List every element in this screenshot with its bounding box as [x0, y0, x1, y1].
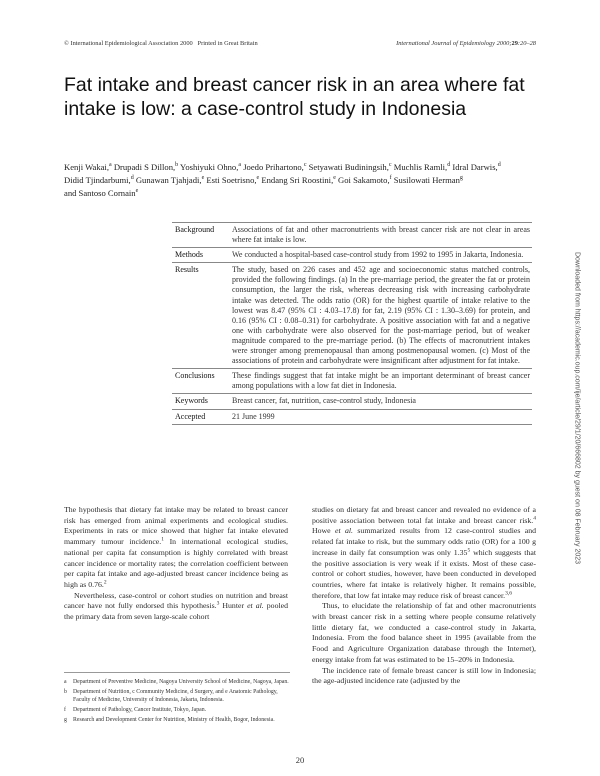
author: Kenji Wakai, [64, 161, 109, 172]
author: Esti Soetrisno, [206, 174, 257, 185]
affiliation-mark: c [303, 162, 307, 168]
affiliation-mark: e [256, 174, 260, 181]
running-header-right: International Journal of Epidemiology 2000;29:20–28 [396, 40, 536, 47]
page-number: 20 [295, 755, 305, 765]
body-paragraph: The incidence rate of female breast cancer is still low in Indonesia; the age-adjusted incidence rate (adjusted by the [312, 665, 536, 686]
affiliation-footnotes [64, 678, 290, 726]
abstract-label: Methods [175, 250, 203, 260]
article-title: Fat intake and breast cancer risk in an area where fat intake is low: a case-control study in Indonesia [64, 74, 525, 120]
body-column-right [312, 505, 536, 687]
author-list [64, 160, 534, 199]
footnote-text: Department of Pathology, Cancer Institute, Tokyo, Japan. [73, 707, 207, 713]
abstract-row [172, 368, 532, 393]
author: Susilowati Herman [393, 174, 460, 185]
footnote-text: Department of Nutrition, c Community Medicine, d Surgery, and e Anatomic Pathology, Faculty of Medicine, University of Indonesia, Jakarta, Indonesia. [73, 689, 278, 703]
affiliation-mark: c [388, 162, 392, 168]
abstract-text: Associations of fat and other macronutrients with breast cancer risk are not clear in areas where fat intake is low. [232, 225, 530, 245]
affiliation-mark: d [447, 162, 451, 168]
author: and Santoso Cornain [64, 187, 136, 198]
author: Yoshiyuki Ohno, [180, 161, 239, 172]
abstract-row [172, 222, 532, 247]
body-paragraph: Thus, to elucidate the relationship of fat and other macronutrients with breast cancer risk in a setting where people consume relatively little dietary fat, we conducted a case-control study in Jakarta, Indonesia. From the food balance sheet in 1995 (available from the Food and Agriculture Organization database through the Internet), energy intake from fat was estimated to be 15–20% in Indonesia. [312, 601, 536, 664]
running-header-left: © International Epidemiological Association 2000 Printed in Great Britain [64, 40, 258, 47]
abstract-label: Accepted [175, 411, 206, 421]
footnote-mark: a [64, 679, 67, 685]
citation[interactable]: 5 [467, 547, 471, 554]
author: Joedo Prihartono, [243, 161, 304, 172]
abstract-row [172, 409, 532, 425]
structured-abstract [172, 222, 532, 425]
author: Muchlis Ramli, [393, 161, 448, 172]
affiliation-mark: d [130, 174, 134, 181]
author: Didid Tjindarbumi, [64, 174, 131, 185]
abstract-label: Results [175, 265, 199, 275]
author: Drupadi S Dillon, [113, 161, 176, 172]
body-paragraph: studies on dietary fat and breast cancer and revealed no evidence of a positive association between total fat intake and breast cancer risk.$^4$ Howe et al. summarized results from 12 case-control studies and related fat intake to risk, but the summary odds ratio (OR) for a 100 g increase in daily fat consumption was only 1.35$^5$ which suggests that the positive association is very weak if it exists. Most of these case-control or cohort studies, however, have been conducted in developed countries, where fat intake is relatively higher. It remains possible, therefore, that low fat intake may reduce risk of breast cancer.$^{3,6}$ [312, 505, 537, 600]
abstract-label: Keywords [175, 396, 208, 406]
author: Idral Darwis, [452, 161, 498, 172]
abstract-row [172, 262, 532, 368]
abstract-text: Breast cancer, fat, nutrition, case-control study, Indonesia [232, 396, 416, 406]
affiliation-mark: d [497, 162, 501, 168]
footnote [64, 678, 290, 686]
citation[interactable]: 1 [161, 536, 164, 543]
footnote-mark: b [64, 689, 67, 695]
affiliation-mark: g [459, 174, 463, 181]
affiliation-mark: e [135, 187, 139, 194]
abstract-text: We conducted a hospital-based case-control study from 1992 to 1995 in Jakarta, Indonesia. [232, 250, 524, 260]
footnote-text: Department of Preventive Medicine, Nagoya University School of Medicine, Nagoya, Japan. [73, 679, 289, 685]
affiliation-mark: f [389, 174, 392, 181]
citation[interactable]: 4 [533, 515, 536, 522]
footnote-mark: g [64, 717, 67, 723]
body-paragraph: The hypothesis that dietary fat intake may be related to breast cancer risk has emerged from animal experiments and ecological studies. Experiments in rats or mice showed that higher fat intake elevated mammary tumour incidence.$^1$ In international ecological studies, national per capita fat consumption is highly correlated with breast cancer incidence or mortality rates; the correlation coefficient between per capita fat intake and age-adjusted breast cancer incidence being as high as 0.76.$^2$ [64, 505, 288, 589]
abstract-row [172, 247, 532, 262]
affiliation-mark: e [333, 174, 336, 181]
abstract-text: These findings suggest that fat intake might be an important determinant of breast cancer among populations with a low fat diet in Indonesia. [232, 371, 530, 391]
body-column-left [64, 505, 288, 623]
abstract-row [172, 393, 532, 408]
footnote [64, 688, 290, 704]
abstract-label: Background [175, 225, 215, 234]
body-paragraph: Nevertheless, case-control or cohort studies on nutrition and breast cancer have not fully endorsed this hypothesis.$^3$ Hunter et al. pooled the primary data from seven large-scale cohort [64, 590, 288, 622]
affiliation-mark: a [108, 162, 112, 168]
author: Endang Sri Roostini, [261, 174, 334, 185]
citation[interactable]: 3 [216, 600, 220, 607]
footnote-divider [64, 672, 290, 673]
affiliation-mark: e [201, 174, 205, 181]
footnote-text: Research and Development Center for Nutrition, Ministry of Health, Bogor, Indonesia. [73, 717, 275, 723]
abstract-text: 21 June 1999 [232, 411, 275, 421]
author: Goi Sakamoto, [338, 174, 390, 185]
footnote-mark: f [64, 707, 66, 713]
footnote [64, 706, 290, 714]
footnote [64, 716, 290, 724]
affiliation-mark: b [175, 162, 179, 168]
affiliation-mark: a [238, 162, 242, 168]
citation[interactable]: 3,6 [505, 590, 512, 597]
abstract-text: The study, based on 226 cases and 452 age and socioeconomic status matched controls, provided the following findings. (a) In the pre-marriage period, the greater the fat or protein consumption, the larger the risk, whereas decreasing risk with increasing carbohydrate intake was detected. The odds ratio (OR) for the highest quartile of intake relative to the lowest was 8.47 (95% CI : 4.03–17.8) for fat, 2.19 (95% CI : 1.30–3.69) for protein, and 0.16 (95% CI : 0.08–0.31) for carbohydrate. A positive association with fat and a negative one with carbohydrate were also observed for the post-marriage period, but of weaker magnitude compared to the pre-marriage period. (b) The effects of macronutrient intakes were stronger among premenopausal than among postmenopausal women. (c) Most of the associations of protein and carbohydrate were insignificant after adjustment for fat intake. [232, 265, 530, 366]
abstract-label: Conclusions [175, 371, 215, 381]
author: Setyawati Budiningsih, [308, 161, 389, 172]
citation[interactable]: 2 [103, 579, 107, 586]
author: Gunawan Tjahjadi, [135, 174, 202, 185]
